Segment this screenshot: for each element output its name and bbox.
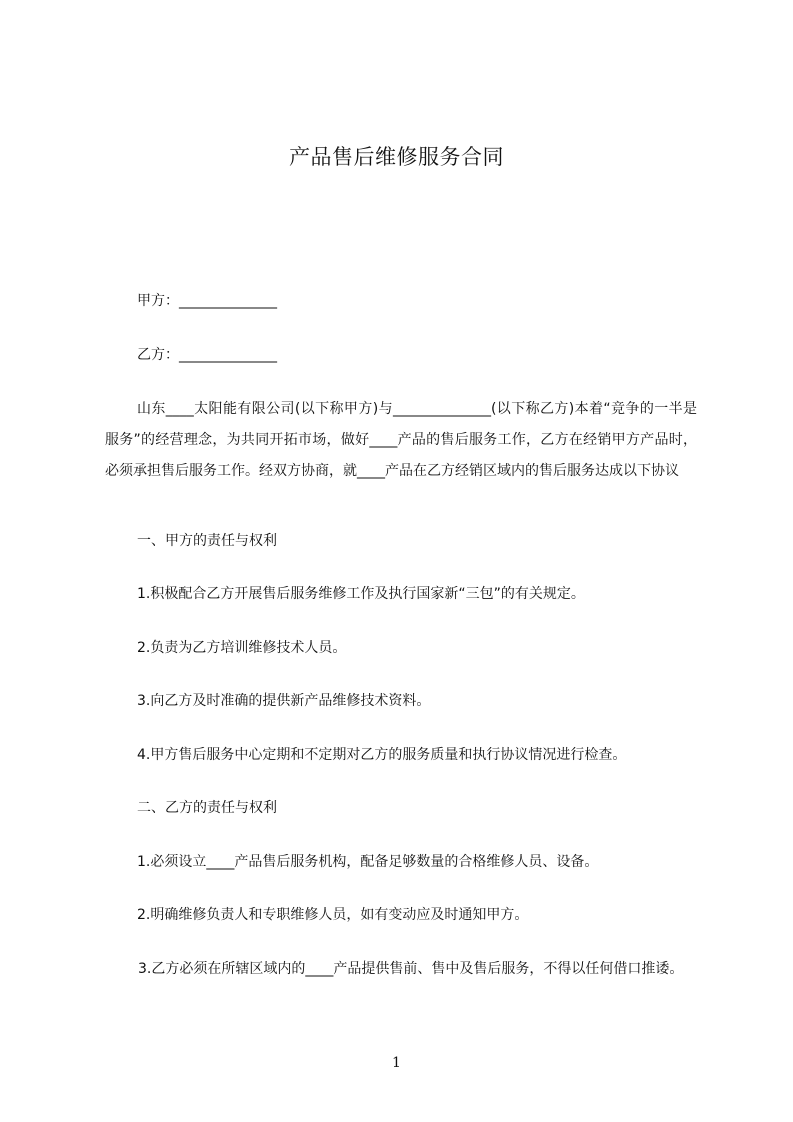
section1-heading: 一、甲方的责任与权利 — [137, 533, 277, 549]
section1-item: 4.甲方售后服务中心定期和不定期对乙方的服务质量和执行协议情况进行检查。 — [137, 747, 627, 763]
party-b-line: 乙方：______________ — [137, 347, 277, 363]
intro-paragraph: 山东____太阳能有限公司(以下称甲方)与______________(以下称乙方)本着“竞争的一半是服务”的经营理念，为共同开拓市场，做好____产品的售后服务工作，乙方在经销甲方产品时，必须承担售后服务工作。经双方协商，就____产品在乙方经销区域内的售后服务达成以下协议 — [105, 401, 697, 479]
section2-item: 2.明确维修负责人和专职维修人员，如有变动应及时通知甲方。 — [137, 907, 529, 923]
section1-item: 1.积极配合乙方开展售后服务维修工作及执行国家新“三包”的有关规定。 — [137, 586, 585, 602]
section2-item: 1.必须设立____产品售后服务机构，配备足够数量的合格维修人员、设备。 — [137, 854, 599, 870]
section2-heading: 二、乙方的责任与权利 — [137, 800, 277, 816]
section1-item: 3.向乙方及时准确的提供新产品维修技术资料。 — [137, 693, 431, 709]
party-a-line: 甲方：______________ — [137, 293, 277, 309]
page-number: 1 — [392, 1055, 401, 1071]
document-title: 产品售后维修服务合同 — [289, 145, 504, 169]
section1-item: 2.负责为乙方培训维修技术人员。 — [137, 640, 347, 656]
section2-item: 3.乙方必须在所辖区域内的____产品提供售前、售中及售后服务，不得以任何借口推诿。 — [138, 961, 684, 977]
